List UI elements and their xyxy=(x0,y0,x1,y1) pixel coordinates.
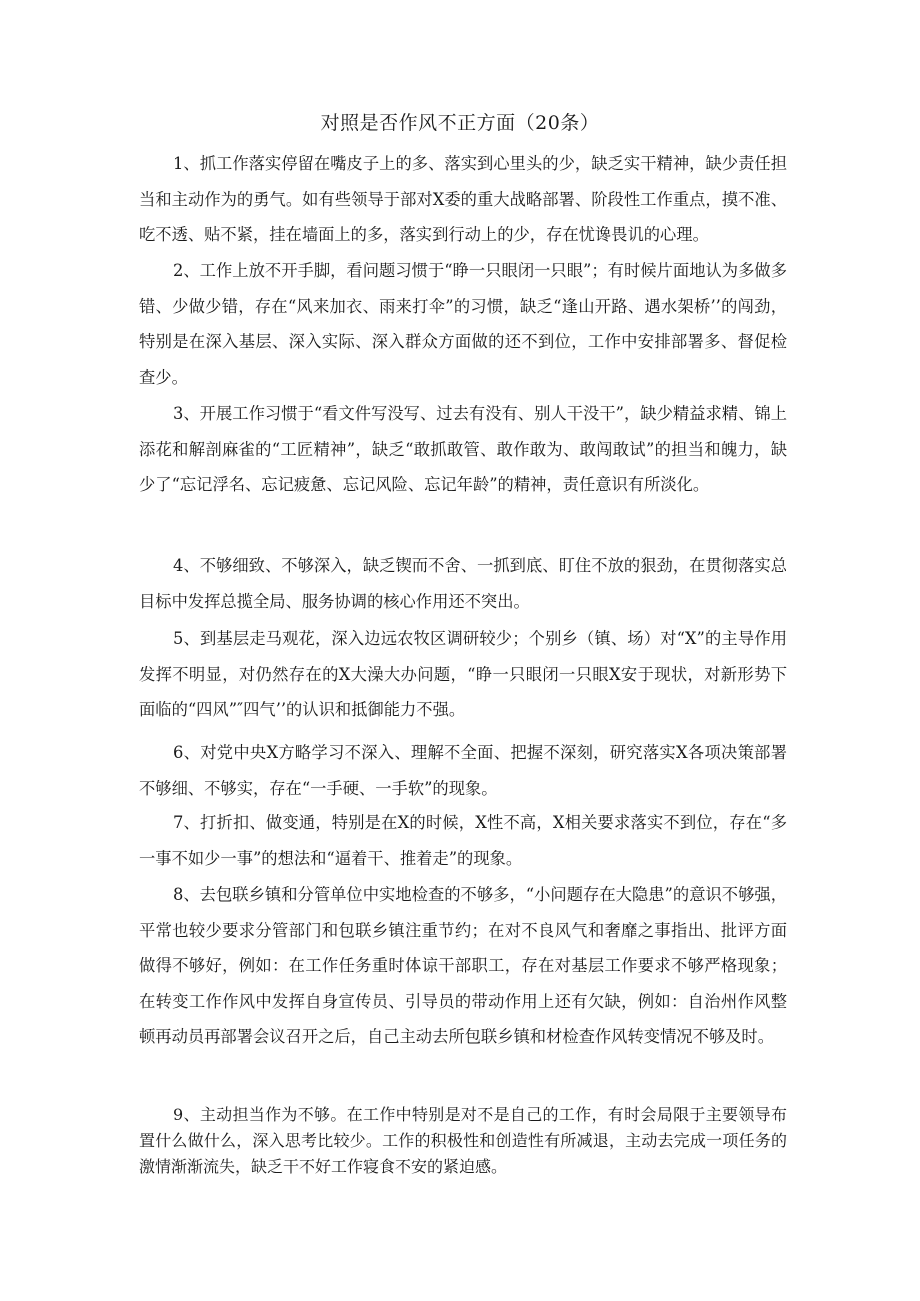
paragraph-1: 1、抓工作落实停留在嘴皮子上的多、落实到心里头的少，缺乏实干精神，缺少责任担当和主动作为的勇气。如有些领导于部对X委的重大战略部署、阶段性工作重点，摸不准、吃不透、贴不紧，挂在墙面上的多，落实到行动上的少，存在忧谗畏讥的心理。 xyxy=(139,154,787,244)
paragraph-3: 3、开展工作习惯于“看文件写没写、过去有没有、别人干没干”，缺少精益求精、锦上添花和解剖麻雀的“工匠精神”，缺乏“敢抓敢管、敢作敢为、敢闯敢试”的担当和魄力，缺少了“忘记浮名、忘记疲惫、忘记风险、忘记年龄”的精神，责任意识有所淡化。 xyxy=(139,404,787,494)
paragraph-4: 4、不够细致、不够深入，缺乏锲而不舍、一抓到底、盯住不放的狠劲，在贯彻落实总目标中发挥总揽全局、服务协调的核心作用还不突出。 xyxy=(139,556,787,611)
paragraph-8: 8、去包联乡镇和分管单位中实地检查的不够多，“小问题存在大隐患”的意识不够强，平常也较少要求分管部门和包联乡镇注重节约；在对不良风气和奢靡之事指出、批评方面做得不够好，例如：在工作任务重时体谅干部职工，存在对基层工作要求不够严格现象；在转变工作作风中发挥自身宣传员、引导员的带动作用上还有欠缺，例如：自治州作风整顿再动员再部署会议召开之后，自己主动去所包联乡镇和材检查作风转变情况不够及时。 xyxy=(139,885,787,1046)
document-title: 对照是否作风不正方面（20条） xyxy=(320,112,600,134)
paragraph-6: 6、对党中央X方略学习不深入、理解不全面、把握不深刻，研究落实X各项决策部署不够细、不够实，存在“一手硬、一手软”的现象。 xyxy=(139,743,787,798)
paragraph-2: 2、工作上放不开手脚，看问题习惯于“睁一只眼闭一只眼”；有时候片面地认为多做多错、少做少错，存在“风来加衣、雨来打伞”的习惯，缺乏“逢山开路、遇水架桥’’的闯劲，特别是在深入基层、深入实际、深入群众方面做的还不到位，工作中安排部署多、督促检查少。 xyxy=(139,261,787,387)
paragraph-7: 7、打折扣、做变通，特别是在X的时候，X性不高，X相关要求落实不到位，存在“多一事不如少一事”的想法和“逼着干、推着走”的现象。 xyxy=(139,813,787,868)
paragraph-5: 5、到基层走马观花，深入边远农牧区调研较少；个别乡（镇、场）对“X”的主导作用发挥不明显，对仍然存在的X大澡大办问题，“睁一只眼闭一只眼X安于现状，对新形势下面临的“四风”″四气’’的认识和抵御能力不强。 xyxy=(139,629,787,719)
paragraph-9: 9、主动担当作为不够。在工作中特别是对不是自己的工作，有时会局限于主要领导布置什么做什么，深入思考比较少。工作的积极性和创造性有所减退，主动去完成一项任务的激情渐渐流失，缺乏干不好工作寝食不安的紧迫感。 xyxy=(139,1105,787,1176)
